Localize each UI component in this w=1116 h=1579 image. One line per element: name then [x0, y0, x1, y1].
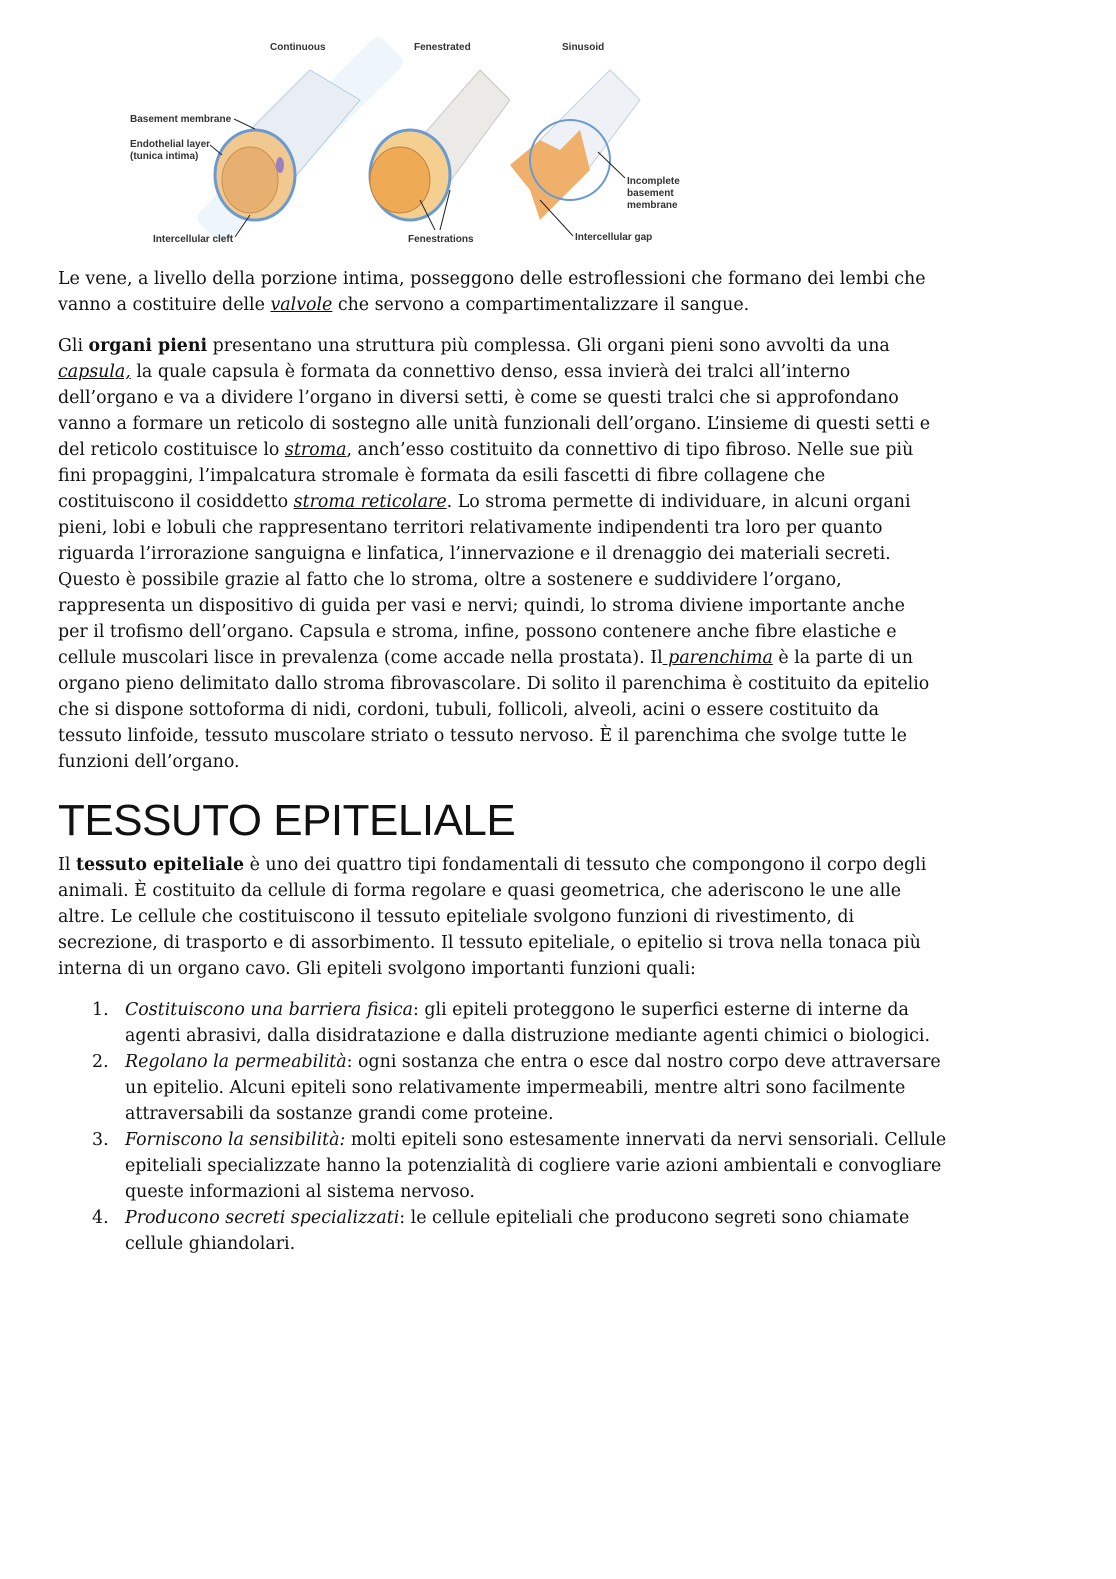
- text-run: agenti abrasivi, dalla disidratazione e dalla distruzione mediante agenti chimici o biologici.: [125, 1026, 930, 1046]
- paragraph-solid-organs: [58, 333, 1058, 775]
- label-fenestrations: Fenestrations: [408, 234, 474, 245]
- text-run: che si dispone sottoforma di nidi, cordoni, tubuli, follicoli, alveoli, acini o essere costituito da: [58, 700, 879, 720]
- text-run: animali. È costituito da cellule di forma regolare e quasi geometrica, che aderiscono le une alle: [58, 881, 902, 901]
- text-run: queste informazioni al sistema nervoso.: [125, 1182, 475, 1202]
- text-line: [58, 541, 1058, 567]
- text-line: [58, 930, 1058, 956]
- text-line: [125, 1023, 1058, 1049]
- text-run: : le cellule epiteliali che producono segreti sono chiamate: [399, 1208, 910, 1228]
- label-basement: basement: [627, 188, 674, 199]
- text-line: [58, 437, 1058, 463]
- underlined-term: stroma reticolare: [293, 492, 447, 512]
- text-run: cellule muscolari lisce in prevalenza (come accade nella prostata). Il: [58, 648, 663, 668]
- text-run: è la parte di un: [772, 648, 913, 668]
- text-run: fini propaggini, l’impalcatura stromale è formata da esili fascetti di fibre collagene che: [58, 466, 826, 486]
- text-run: funzioni dell’organo.: [58, 752, 240, 772]
- label-endothelial-layer: Endothelial layer: [130, 139, 211, 150]
- text-run: epiteliali specializzate hanno la potenzialità di cogliere varie azioni ambientali e convogliare: [125, 1156, 942, 1176]
- text-line: [58, 904, 1058, 930]
- text-run: tessuto linfoide, tessuto muscolare striato o tessuto nervoso. È il parenchima che svolge tutte le: [58, 726, 907, 746]
- underlined-term: parenchima: [662, 648, 773, 668]
- fenestrated-capillary-drawing: [370, 70, 510, 220]
- section-heading: TESSUTO EPITELIALE: [58, 796, 516, 845]
- text-run: la quale capsula è formata da connettivo denso, essa invierà dei tralci all’interno: [130, 362, 851, 382]
- italic-term: Costituiscono una barriera fisica: [125, 1000, 414, 1020]
- text-run: per il trofismo dell’organo. Capsula e stroma, infine, possono contenere anche fibre elastiche e: [58, 622, 897, 642]
- text-line: [125, 1231, 1058, 1257]
- italic-term: Regolano la permeabilità: [125, 1052, 347, 1072]
- label-basement-membrane: Basement membrane: [130, 114, 232, 125]
- text-run: : gli epiteli proteggono le superfici esterne di interne da: [413, 1000, 909, 1020]
- text-line: [58, 359, 1058, 385]
- list-item: [58, 1127, 1058, 1205]
- text-run: . Lo stroma permette di individuare, in alcuni organi: [446, 492, 911, 512]
- list-item: [58, 1205, 1058, 1257]
- text-run: riguarda l’irrorazione sanguigna e linfatica, l’innervazione e il drenaggio dei materiali secreti.: [58, 544, 891, 564]
- text-run: secrezione, di trasporto e di assorbimento. Il tessuto epiteliale, o epitelio si trova nella tonaca più: [58, 933, 921, 953]
- text-line: [125, 1101, 1058, 1127]
- text-line: [125, 1205, 1058, 1231]
- text-line: [58, 671, 1058, 697]
- title-continuous: Continuous: [270, 42, 326, 53]
- text-line: [58, 333, 1058, 359]
- sinusoid-capillary-drawing: [510, 70, 640, 220]
- text-run: Il: [58, 855, 76, 875]
- text-run: pieni, lobi e lobuli che rappresentano territori relativamente indipendenti tra loro per quanto: [58, 518, 883, 538]
- text-run: che servono a compartimentalizzare il sangue.: [332, 295, 750, 315]
- underlined-term: valvole: [270, 295, 333, 315]
- italic-term: Forniscono la sensibilità:: [125, 1130, 346, 1150]
- label-intercellular-cleft: Intercellular cleft: [153, 234, 234, 245]
- text-line: [58, 489, 1058, 515]
- text-line: [58, 749, 1058, 775]
- text-line: [125, 1179, 1058, 1205]
- text-line: [125, 997, 1058, 1023]
- title-fenestrated: Fenestrated: [414, 42, 471, 53]
- text-line: [58, 463, 1058, 489]
- text-line: [58, 697, 1058, 723]
- label-intercellular-gap: Intercellular gap: [575, 232, 653, 243]
- text-run: vanno a formare un reticolo di sostegno alle unità funzionali dell’organo. L’insieme di questi setti e: [58, 414, 931, 434]
- text-line: [125, 1075, 1058, 1101]
- capillary-types-figure: [110, 30, 710, 255]
- text-line: [58, 645, 1058, 671]
- text-run: vanno a costituire delle: [58, 295, 271, 315]
- text-line: [58, 878, 1058, 904]
- label-incomplete: Incomplete: [627, 176, 680, 187]
- text-line: [58, 956, 1058, 982]
- list-number: 2.: [92, 1052, 109, 1072]
- text-run: del reticolo costituisce lo: [58, 440, 285, 460]
- text-line: [58, 411, 1058, 437]
- text-line: [58, 515, 1058, 541]
- list-item: [58, 1049, 1058, 1127]
- text-line: [58, 292, 1058, 318]
- list-item: [58, 997, 1058, 1049]
- text-line: [125, 1049, 1058, 1075]
- title-sinusoid: Sinusoid: [562, 42, 605, 53]
- list-number: 3.: [92, 1130, 109, 1150]
- text-line: [125, 1153, 1058, 1179]
- list-number: 4.: [92, 1208, 109, 1228]
- text-run: è uno dei quattro tipi fondamentali di tessuto che compongono il corpo degli: [244, 855, 927, 875]
- label-membrane: membrane: [627, 200, 678, 211]
- italic-term: Producono secreti specializzati: [125, 1208, 400, 1228]
- text-line: [58, 567, 1058, 593]
- text-line: [58, 593, 1058, 619]
- text-run: rappresenta un dispositivo di guida per vasi e nervi; quindi, lo stroma diviene importante anche: [58, 596, 905, 616]
- text-run: organo pieno delimitato dallo stroma fibrovascolare. Di solito il parenchima è costituito da epitelio: [58, 674, 930, 694]
- text-line: [58, 852, 1058, 878]
- list-number: 1.: [92, 1000, 109, 1020]
- text-line: [58, 723, 1058, 749]
- underlined-term: stroma: [284, 440, 347, 460]
- text-line: [125, 1127, 1058, 1153]
- text-line: [58, 385, 1058, 411]
- text-run: dell’organo e va a dividere l’organo in diversi setti, è come se questi tralci che si approfondano: [58, 388, 899, 408]
- label-tunica-intima: (tunica intima): [130, 151, 199, 162]
- text-run: Le vene, a livello della porzione intima, posseggono delle estroflessioni che formano dei lembi che: [58, 269, 926, 289]
- text-run: : ogni sostanza che entra o esce dal nostro corpo deve attraversare: [346, 1052, 941, 1072]
- bold-term: organi pieni: [88, 336, 208, 356]
- text-run: un epitelio. Alcuni epiteli sono relativamente impermeabili, mentre altri sono facilmente: [125, 1078, 906, 1098]
- text-run: presentano una struttura più complessa. Gli organi pieni sono avvolti da una: [207, 336, 890, 356]
- text-run: Gli: [58, 336, 89, 356]
- continuous-capillary-drawing: [215, 70, 360, 220]
- text-run: molti epiteli sono estesamente innervati da nervi sensoriali. Cellule: [345, 1130, 947, 1150]
- text-run: costituiscono il cosiddetto: [58, 492, 294, 512]
- paragraph-veins: [58, 266, 1058, 318]
- text-run: cellule ghiandolari.: [125, 1234, 296, 1254]
- text-run: attraversabili da sostanze grandi come proteine.: [125, 1104, 554, 1124]
- paragraph-epithelial-tissue: [58, 852, 1058, 982]
- underlined-term: capsula,: [58, 362, 131, 382]
- text-run: interna di un organo cavo. Gli epiteli svolgono importanti funzioni quali:: [58, 959, 696, 979]
- text-line: [58, 619, 1058, 645]
- text-run: , anch’esso costituito da connettivo di tipo fibroso. Nelle sue più: [346, 440, 914, 460]
- functions-list: [58, 997, 1058, 1257]
- bold-term: tessuto epiteliale: [75, 855, 245, 875]
- text-run: Questo è possibile grazie al fatto che lo stroma, oltre a sostenere e suddividere l’organo,: [58, 570, 842, 590]
- text-run: altre. Le cellule che costituiscono il tessuto epiteliale svolgono funzioni di rivestimento, di: [58, 907, 855, 927]
- text-line: [58, 266, 1058, 292]
